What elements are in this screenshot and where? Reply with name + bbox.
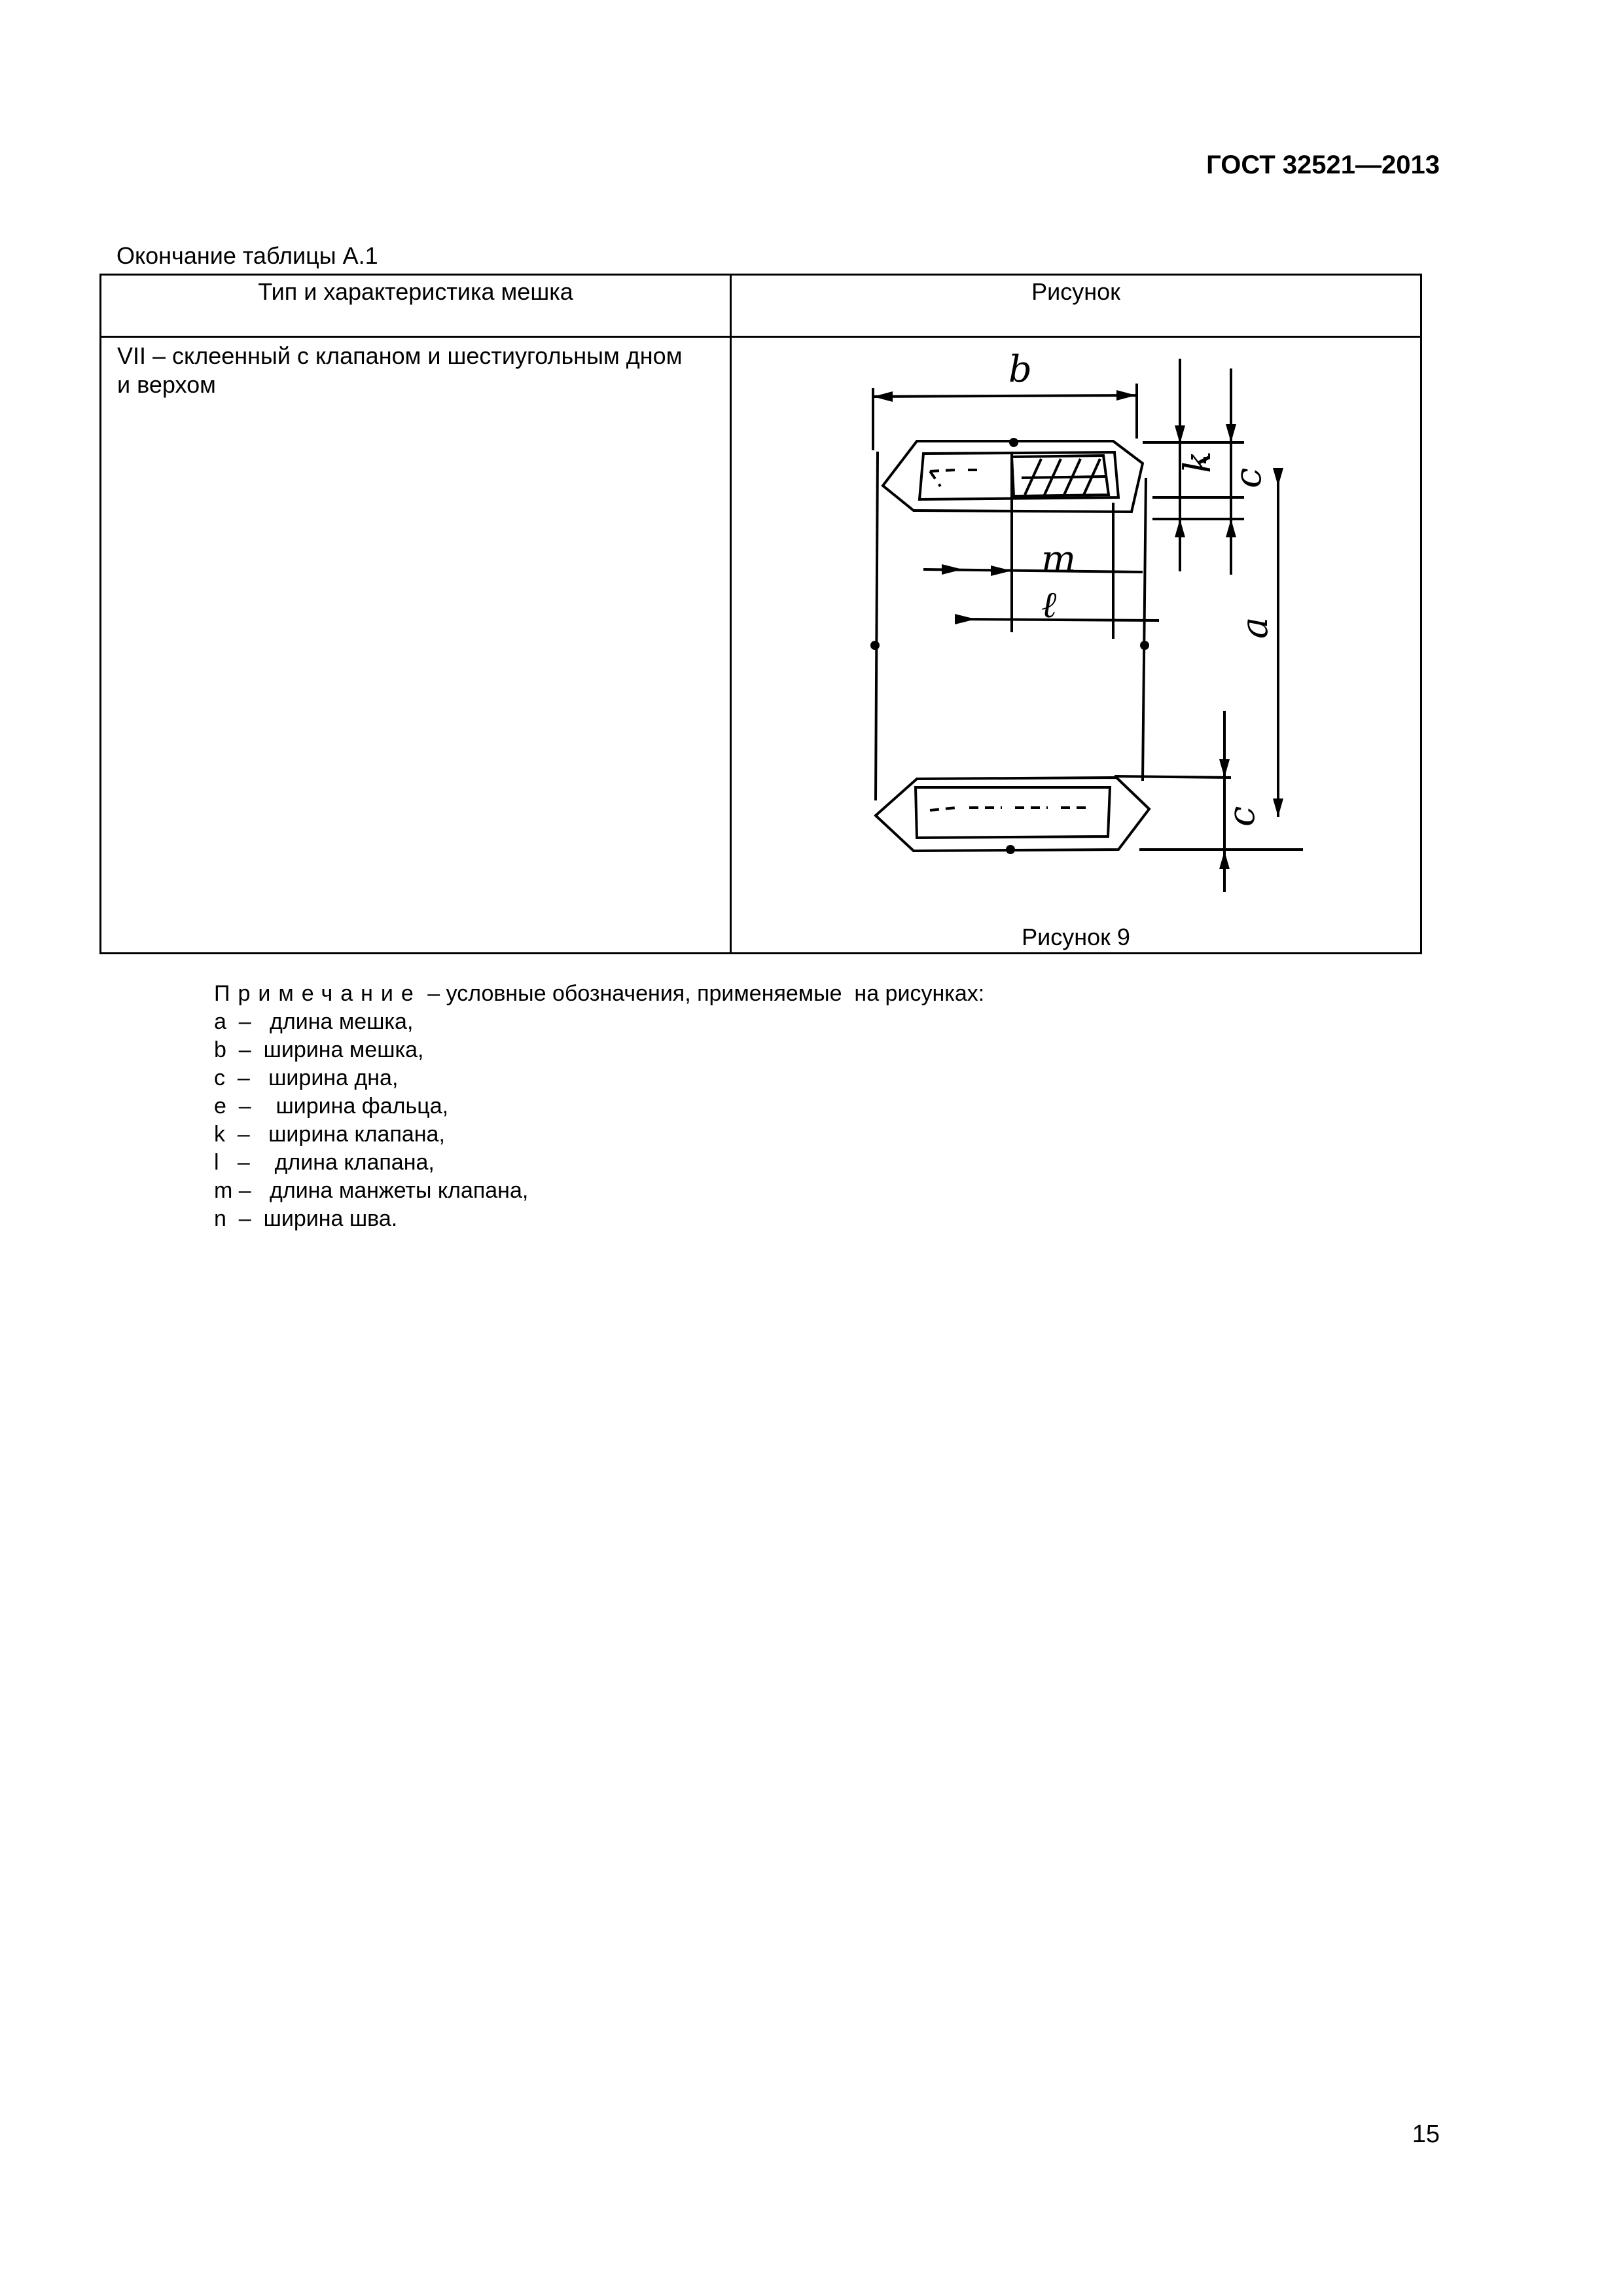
label-l: ℓ [1041,584,1057,626]
note-item-m: m – длина манжеты клапана, [214,1178,529,1203]
note-item-b: b – ширина мешка, [214,1037,424,1062]
label-b: b [1008,348,1032,391]
column-header-type: Тип и характеристика мешка [101,275,731,337]
bag-type-line-1: VII – склеенный с клапаном и шестиугольным дном [117,342,683,369]
table-caption: Окончание таблицы А.1 [116,242,378,269]
note-title: Примечание [214,981,421,1006]
label-k: k [1177,451,1219,473]
bag-types-table [99,274,1422,954]
figure-cell [731,337,1421,954]
note-header [214,980,984,1008]
column-header-figure: Рисунок [731,275,1421,337]
note-intro: – условные обозначения, применяемые на рисунках: [421,981,985,1006]
bag-type-cell [101,337,731,954]
note-item-n: n – ширина шва. [214,1206,398,1231]
note-item-c: c – ширина дна, [214,1066,399,1090]
table-row [101,337,1421,954]
note [214,980,984,1233]
note-item-a: a – длина мешка, [214,1009,414,1034]
document-code: ГОСТ 32521—2013 [1206,151,1440,179]
note-item-e: e – ширина фальца, [214,1094,449,1119]
table-header-row [101,275,1421,337]
note-item-l: l – длина клапана, [214,1150,435,1175]
page-number: 15 [1412,2121,1440,2148]
label-a: a [1234,617,1276,639]
bag-type-line-2: и верхом [117,371,216,398]
bag-drawing [732,338,1422,953]
figure-caption: Рисунок 9 [1022,924,1130,950]
label-m: m [1041,538,1077,581]
label-c-top: c [1227,467,1270,488]
note-item-k: k – ширина клапана, [214,1122,445,1147]
label-c-bottom: c [1221,806,1263,827]
